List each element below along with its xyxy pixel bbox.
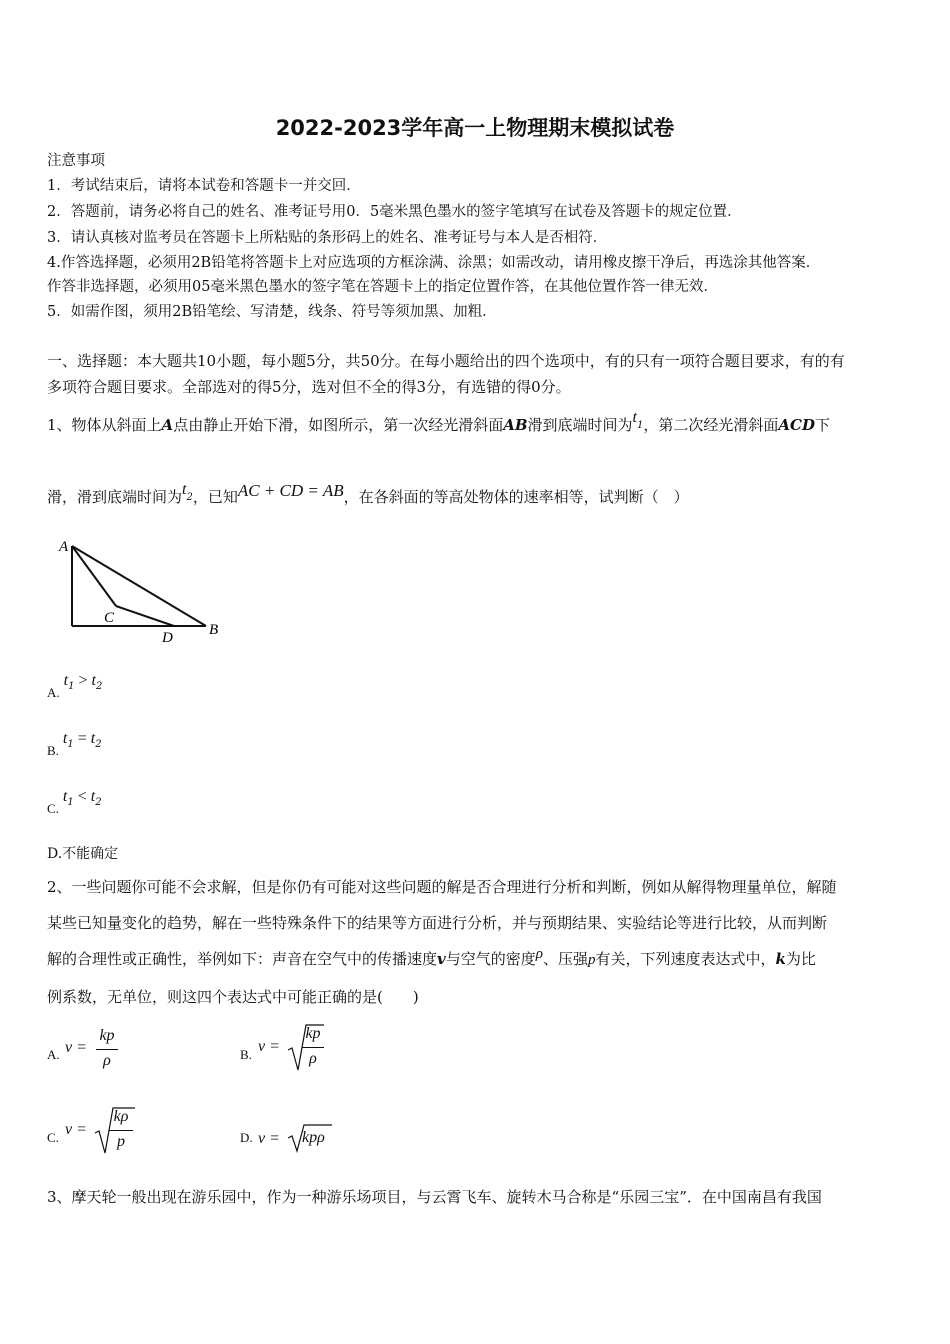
incline-lines [72, 546, 206, 626]
point-b-label: B [209, 622, 219, 638]
section-instructions-line2: 多项符合题目要求。全部选对的得5分，选对但不全的得3分，有选错的得0分。 [47, 378, 571, 396]
question-1-line1: 1、物体从斜面上A点由静止开始下滑，如图所示，第一次经光滑斜面AB滑到底端时间为$t_1$，第二次经光滑斜面ACD下 [47, 409, 830, 434]
q1-option-c[interactable]: $_{C.}t_1 < t_2$ [47, 788, 102, 816]
fraction-bar [302, 1047, 324, 1048]
incline-ac [72, 546, 116, 606]
question-2-line1: 2、一些问题你可能不会求解，但是你仍有可能对这些问题的解是否合理进行分析和判断，例如从解得物理量单位，解随 [47, 878, 837, 896]
incline-figure [56, 536, 236, 648]
section-instructions-line1: 一、选择题：本大题共10小题，每小题5分，共50分。在每小题给出的四个选项中，有的只有一项符合题目要求，有的有 [47, 352, 845, 370]
point-a-label: A [59, 539, 69, 555]
question-1-line2: 滑，滑到底端时间为$t_2$，已知AC + CD = AB，在各斜面的等高处物体的速率相等，试判断（ ） [47, 481, 689, 506]
notice-item: 1．考试结束后，请将本试卷和答题卡一并交回． [47, 178, 361, 194]
page-title: 2022-2023学年高一上物理期末模拟试卷 [275, 116, 675, 140]
notice-item: 5．如需作图，须用2B铅笔绘、写清楚，线条、符号等须加黑、加粗． [47, 304, 497, 320]
fraction-bar [96, 1049, 118, 1050]
q1-option-b[interactable]: $_{B.}t_1 = t_2$ [47, 730, 102, 758]
incline-cd [116, 606, 174, 626]
question-3-line1: 3、摩天轮一般出现在游乐园中，作为一种游乐场项目，与云霄飞车、旋转木马合称是“乐园三宝”．在中国南昌有我国 [47, 1188, 822, 1206]
notice-item: 4.作答选择题，必须用2B铅笔将答题卡上对应选项的方框涂满、涂黑；如需改动，请用橡皮擦干净后，再选涂其他答案． [47, 255, 821, 271]
point-c-label: C [104, 610, 115, 626]
fraction-bar [109, 1130, 133, 1131]
notice-item: 作答非选择题，必须用05毫米黑色墨水的签字笔在答题卡上的指定位置作答，在其他位置作答一律无效． [47, 279, 718, 295]
notice-heading: 注意事项 [47, 153, 105, 169]
point-d-label: D [162, 630, 173, 646]
question-2-line4: 例系数，无单位，则这四个表达式中可能正确的是( ) [47, 988, 419, 1006]
question-2-line2: 某些已知量变化的趋势，解在一些特殊条件下的结果等方面进行分析，并与预期结果、实验结论等进行比较，从而判断 [47, 914, 828, 932]
exam-page: 2022-2023学年高一上物理期末模拟试卷 注意事项 1．考试结束后，请将本试卷和答题卡一并交回． 2．答题前，请务必将自己的姓名、准考证号用0．5毫米黑色墨水的签字笔填写在试卷及答题卡的规定位置． 3．请认真核对监考员在答题卡上所粘贴的条形码上的姓名、准考证号与本人是否相符． 4.作答选择题，必须用2B铅笔将答题卡上对应选项的方框涂满、涂黑；如需改动，请用橡皮擦干净后，再选涂其他答案． 作答非选择题，必须用05毫米黑色墨水的签字笔在答题卡上的指定位置作答，在其他位置作答一律无效． 5．如需作图，须用2B铅笔绘、写清楚，线条、符号等须加黑、加粗． 一、选择题：本大题共10小题，每小题5分，共50分。在每小题给出的四个选项中，有的只有一项符合题目要求，有的有 多项符合题目要求。全部选对的得5分，选对但不全的得3分，有选错的得0分。 1、物体从斜面上A点由静止开始下滑，如图所示，第一次经光滑斜面AB滑到底端时间为$t_1$，第二次经光滑斜面ACD下 滑，滑到底端时间为$t_2$，已知AC + CD = AB，在各斜面的等高处物体的速率相等，试判断（ ） A C D B $_{A.}t_1 > t_2$ $_{B.}t_1 = t_2$ $_{C.}t_1 < t_2$ D.不能确定 2、一些问题你可能不会求解，但是你仍有可能对这些问题的解是否合理进行分析和判断，例如从解得物理量单位，解随 某些已知量变化的趋势，解在一些特殊条件下的结果等方面进行分析，并与预期结果、实验结论等进行比较，从而判断 解的合理性或正确性，举例如下：声音在空气中的传播速度v与空气的密度ρ、压强p有关，下列速度表达式中，k为比 例系数，无单位，则这四个表达式中可能正确的是( ) A. v = kp ρ B. v = kp ρ C. v = kρ p D. v = kpρ 3、摩天轮一般出现在游乐园中，作为一种游乐场项目，与云霄飞车、旋转木马合称是“乐园三宝”．在中国南昌有我国 [0, 0, 950, 1344]
q1-option-d[interactable]: D.不能确定 [47, 846, 119, 862]
notice-item: 3．请认真核对监考员在答题卡上所粘贴的条形码上的姓名、准考证号与本人是否相符． [47, 230, 608, 246]
notice-item: 2．答题前，请务必将自己的姓名、准考证号用0．5毫米黑色墨水的签字笔填写在试卷及答题卡的规定位置． [47, 204, 742, 220]
q1-option-a[interactable]: $_{A.}t_1 > t_2$ [47, 672, 103, 700]
question-2-line3: 解的合理性或正确性，举例如下：声音在空气中的传播速度v与空气的密度ρ、压强p有关，下列速度表达式中，k为比 [47, 946, 816, 968]
